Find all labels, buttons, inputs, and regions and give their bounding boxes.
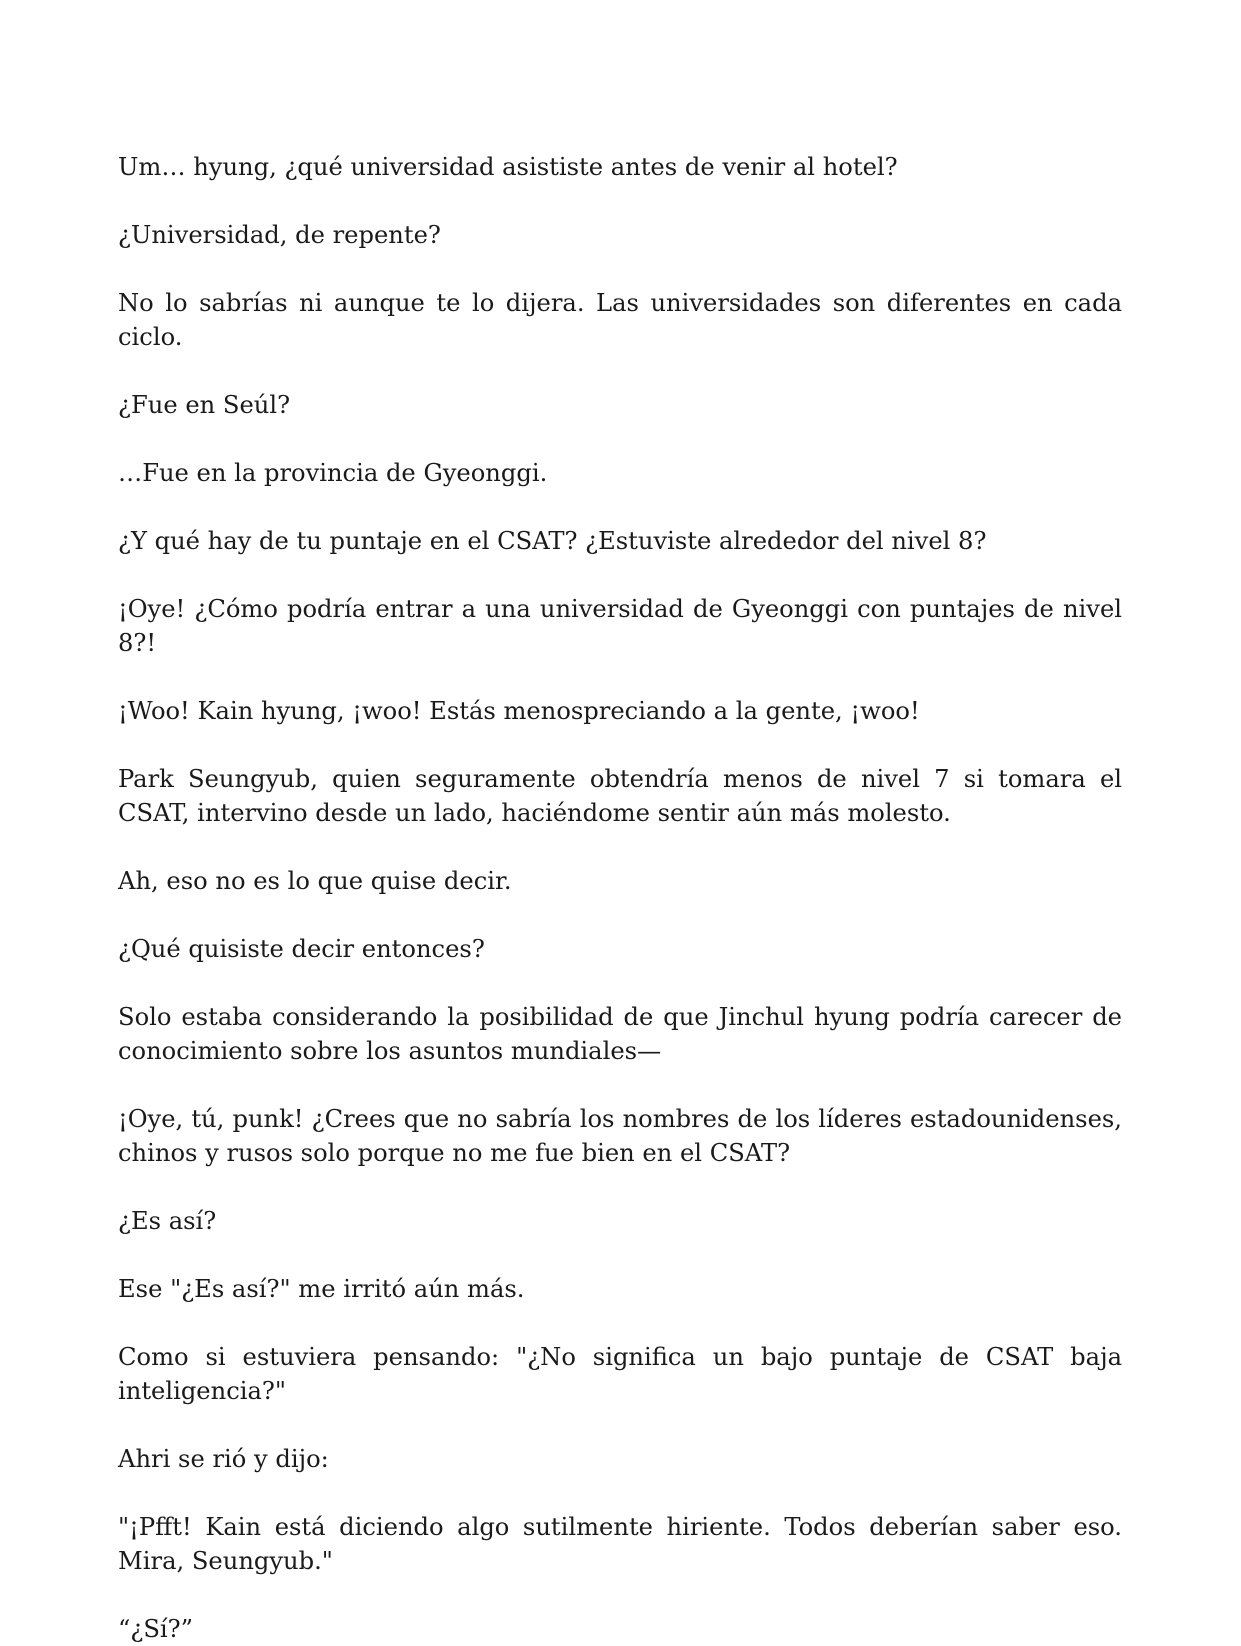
- paragraph: ¡Woo! Kain hyung, ¡woo! Estás menospreciando a la gente, ¡woo!: [118, 697, 920, 725]
- paragraph: ¿Y qué hay de tu puntaje en el CSAT? ¿Estuviste alrededor del nivel 8?: [118, 527, 987, 555]
- paragraph: No lo sabrías ni aunque te lo dijera. Las universidades son diferentes en cada ciclo.: [118, 289, 1122, 351]
- paragraph: …Fue en la provincia de Gyeonggi.: [118, 459, 548, 487]
- paragraph: Ahri se rió y dijo:: [118, 1445, 329, 1473]
- paragraph: Como si estuviera pensando: "¿No significa un bajo puntaje de CSAT baja inteligencia?": [118, 1343, 1122, 1405]
- paragraph: ¿Es así?: [118, 1207, 217, 1235]
- paragraph: ¿Qué quisiste decir entonces?: [118, 935, 485, 963]
- paragraph: Park Seungyub, quien seguramente obtendría menos de nivel 7 si tomara el CSAT, intervino desde un lado, haciéndome sentir aún más molesto.: [118, 765, 1122, 827]
- paragraph: Ah, eso no es lo que quise decir.: [118, 867, 512, 895]
- document-body: [118, 150, 1122, 1646]
- paragraph: ¡Oye! ¿Cómo podría entrar a una universidad de Gyeonggi con puntajes de nivel 8?!: [118, 595, 1122, 657]
- paragraph: ¿Universidad, de repente?: [118, 221, 441, 249]
- paragraph: “¿Sí?”: [118, 1615, 193, 1643]
- paragraph: Solo estaba considerando la posibilidad de que Jinchul hyung podría carecer de conocimiento sobre los asuntos mundiales—: [118, 1003, 1122, 1065]
- paragraph: Um… hyung, ¿qué universidad asististe antes de venir al hotel?: [118, 153, 898, 181]
- paragraph: Ese "¿Es así?" me irritó aún más.: [118, 1275, 525, 1303]
- paragraph: ¡Oye, tú, punk! ¿Crees que no sabría los nombres de los líderes estadounidenses, chinos y rusos solo porque no me fue bien en el CSAT?: [118, 1105, 1122, 1167]
- paragraph: "¡Pfft! Kain está diciendo algo sutilmente hiriente. Todos deberían saber eso. Mira, Seungyub.": [118, 1513, 1122, 1575]
- paragraph: ¿Fue en Seúl?: [118, 391, 291, 419]
